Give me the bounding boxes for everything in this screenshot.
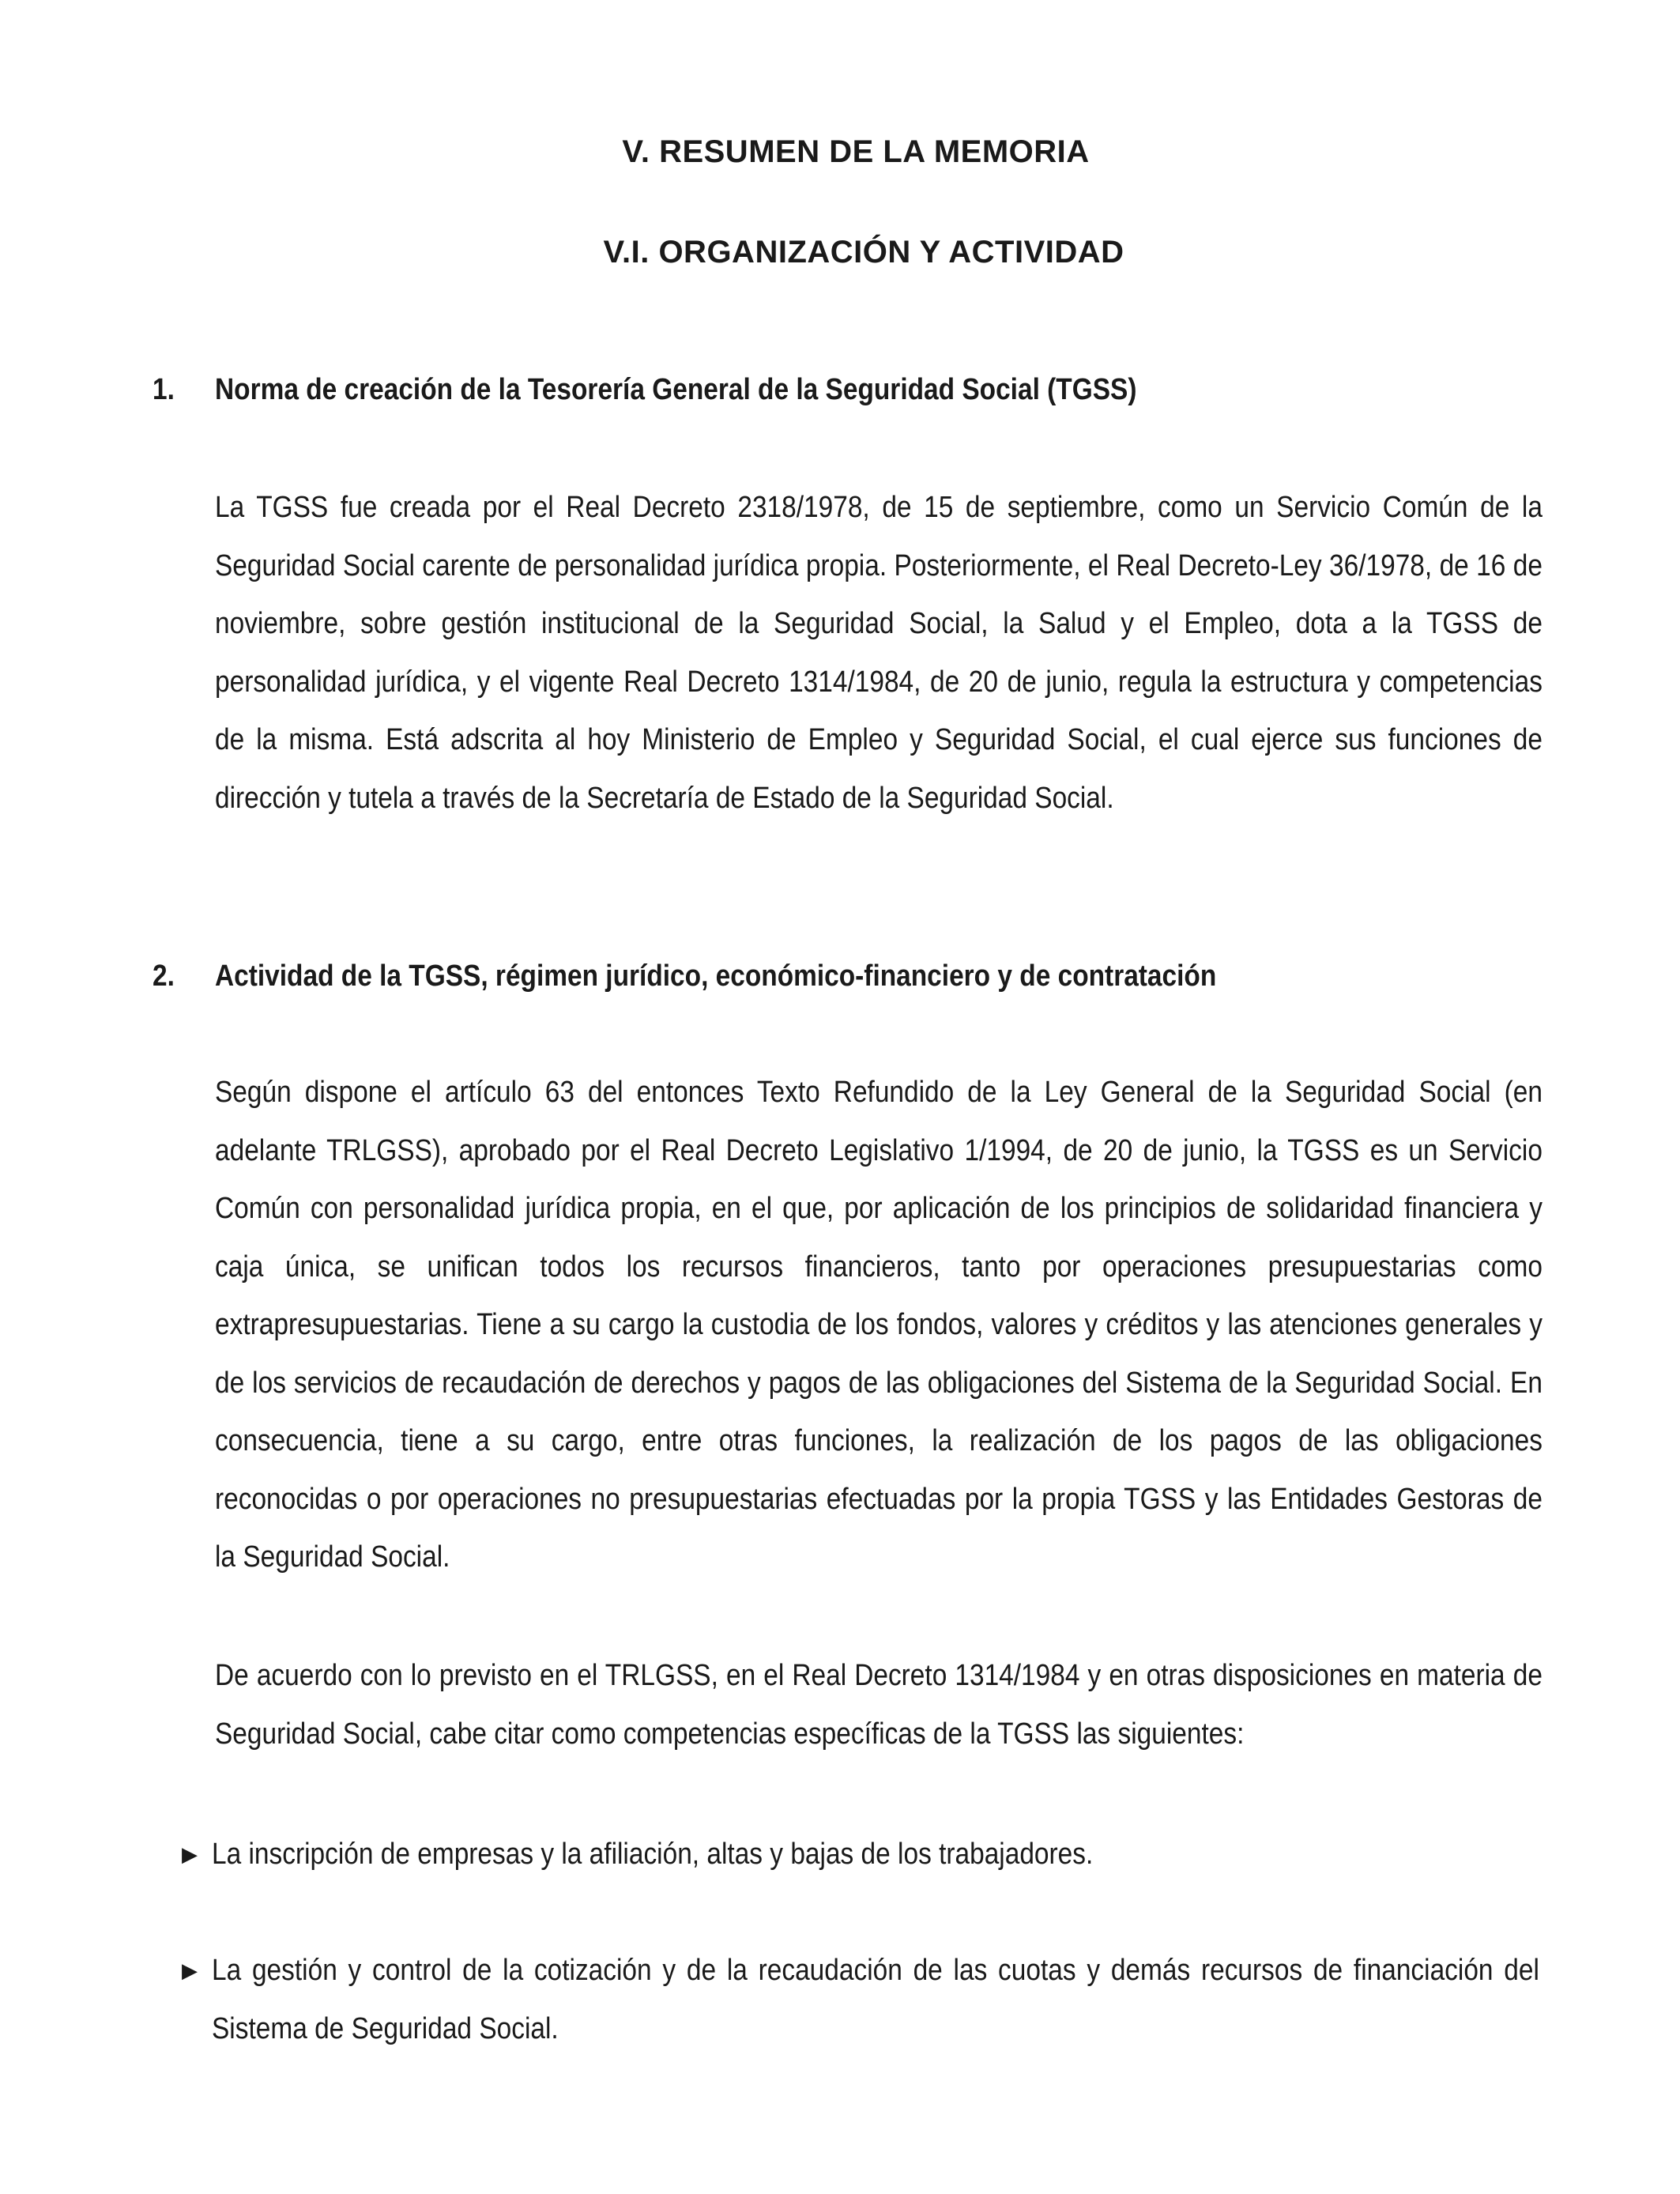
section-heading: Norma de creación de la Tesorería General de la Seguridad Social (TGSS): [215, 373, 1137, 406]
paragraph-text: Según dispone el artículo 63 del entonces Texto Refundido de la Ley General de la Seguridad Social (en adelante TRLGSS), aprobado por el Real Decreto Legislativo 1/1994, de 20 de junio, la TGSS es un Servicio Común con personalidad jurídica propia, en el que, por aplicación de los principios de solidaridad financiera y caja única, se unifican todos los recursos financieros, tanto por operaciones presupuestarias como extrapresupuestarias. Tiene a su cargo la custodia de los fondos, valores y créditos y las atenciones generales y de los servicios de recaudación de derechos y pagos de las obligaciones del Sistema de la Seguridad Social. En consecuencia, tiene a su cargo, entre otras funciones, la realización de los pagos de las obligaciones reconocidas o por operaciones no presupuestarias efectuadas por la propia TGSS y las Entidades Gestoras de la Seguridad Social.: [215, 1076, 1543, 1574]
list-item-text: La gestión y control de la cotización y de la recaudación de las cuotas y demás recursos de financiación del Sistema de Seguridad Social.: [212, 1954, 1539, 2045]
list-item: [212, 1942, 1539, 2058]
list-item: [212, 1826, 1539, 1884]
triangle-bullet-icon: ▶: [182, 1959, 198, 1983]
document-title: V. RESUMEN DE LA MEMORIA: [622, 134, 1090, 169]
section-paragraph: [215, 1647, 1543, 1763]
section-number: 1.: [153, 373, 175, 406]
paragraph-text: La TGSS fue creada por el Real Decreto 2318/1978, de 15 de septiembre, como un Servicio Común de la Seguridad Social carente de personalidad jurídica propia. Posteriormente, el Real Decreto-Ley 36/1978, de 16 de noviembre, sobre gestión institucional de la Seguridad Social, la Salud y el Empleo, dota a la TGSS de personalidad jurídica, y el vigente Real Decreto 1314/1984, de 20 de junio, regula la estructura y competencias de la misma. Está adscrita al hoy Ministerio de Empleo y Seguridad Social, el cual ejerce sus funciones de dirección y tutela a través de la Secretaría de Estado de la Seguridad Social.: [215, 491, 1543, 815]
list-item-text: La inscripción de empresas y la afiliación, altas y bajas de los trabajadores.: [212, 1838, 1094, 1871]
paragraph-text: De acuerdo con lo previsto en el TRLGSS, en el Real Decreto 1314/1984 y en otras disposiciones en materia de Seguridad Social, cabe citar como competencias específicas de la TGSS las siguientes:: [215, 1659, 1543, 1751]
triangle-bullet-icon: ▶: [182, 1843, 198, 1867]
section-heading: Actividad de la TGSS, régimen jurídico, económico-financiero y de contratación: [215, 959, 1217, 993]
section-number: 2.: [153, 959, 175, 993]
document-subtitle: V.I. ORGANIZACIÓN Y ACTIVIDAD: [603, 235, 1124, 270]
section-paragraph: [215, 1064, 1543, 1587]
section-paragraph: [215, 479, 1543, 827]
